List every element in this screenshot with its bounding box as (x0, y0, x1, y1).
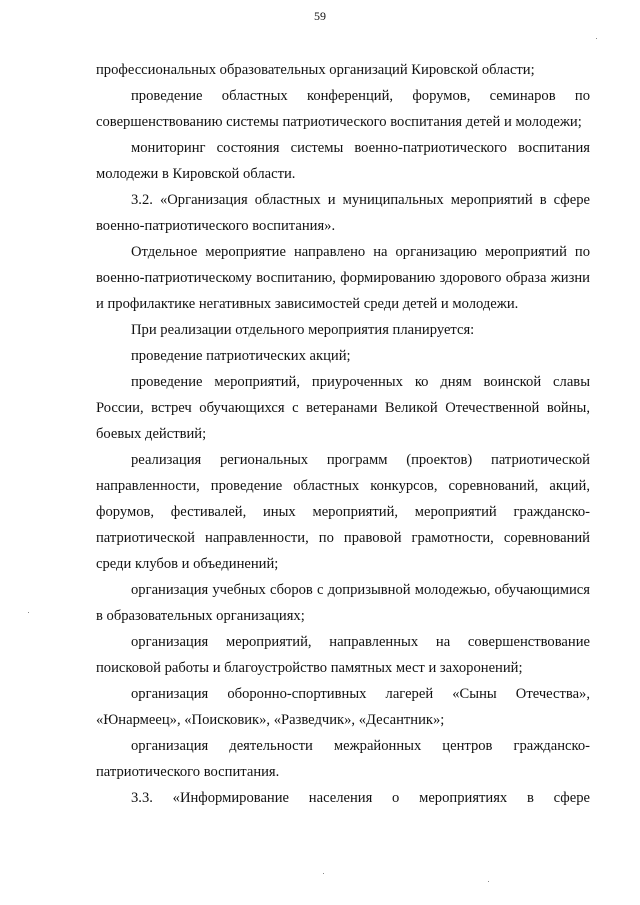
paragraph-monitoring: мониторинг состояния системы военно-патриотического воспитания молодежи в Кировской области. (96, 140, 590, 182)
paragraph-conferences: проведение областных конференций, форумов, семинаров по совершенствованию системы патриотического воспитания детей и молодежи; (96, 88, 590, 130)
page-number: 59 (314, 9, 326, 23)
document-body (96, 57, 590, 811)
list-item-interdistrict-centers: организация деятельности межрайонных центров гражданско-патриотического воспитания. (96, 738, 590, 780)
list-item-glory-days: проведение мероприятий, приуроченных ко дням воинской славы России, встреч обучающихся с ветеранами Великой Отечественной войны, боевых действий; (96, 374, 590, 442)
list-item-patriotic-actions: проведение патриотических акций; (131, 348, 351, 364)
list-item-training-camps: организация учебных сборов с допризывной молодежью, обучающимися в образовательных организациях; (96, 582, 590, 624)
section-heading-3-2: 3.2. «Организация областных и муниципальных мероприятий в сфере военно-патриотического воспитания». (96, 192, 590, 234)
list-item-sports-camps: организация оборонно-спортивных лагерей «Сыны Отечества», «Юнармеец», «Поисковик», «Разведчик», «Десантник»; (96, 686, 590, 728)
paragraph-continuation: профессиональных образовательных организаций Кировской области; (96, 62, 535, 78)
paragraph-purpose: Отдельное мероприятие направлено на организацию мероприятий по военно-патриотическому воспитанию, формированию здорового образа жизни и профилактике негативных зависимостей среди детей и молодежи. (96, 244, 590, 312)
paragraph-planned-intro: При реализации отдельного мероприятия планируется: (131, 322, 475, 338)
list-item-search-work: организация мероприятий, направленных на совершенствование поисковой работы и благоустройство памятных мест и захоронений; (96, 634, 590, 676)
scan-speck (596, 38, 597, 39)
scan-speck (28, 612, 29, 613)
list-item-regional-programs: реализация региональных программ (проектов) патриотической направленности, проведение областных конкурсов, соревнований, акций, форумов, фестивалей, иных мероприятий, мероприятий гражданско-патриотической направленности, по правовой грамотности, соревнований среди клубов и объединений; (96, 452, 590, 572)
scan-speck (488, 881, 489, 882)
scan-speck (323, 873, 324, 874)
section-heading-3-3: 3.3. «Информирование населения о мероприятиях в сфере (131, 790, 590, 806)
